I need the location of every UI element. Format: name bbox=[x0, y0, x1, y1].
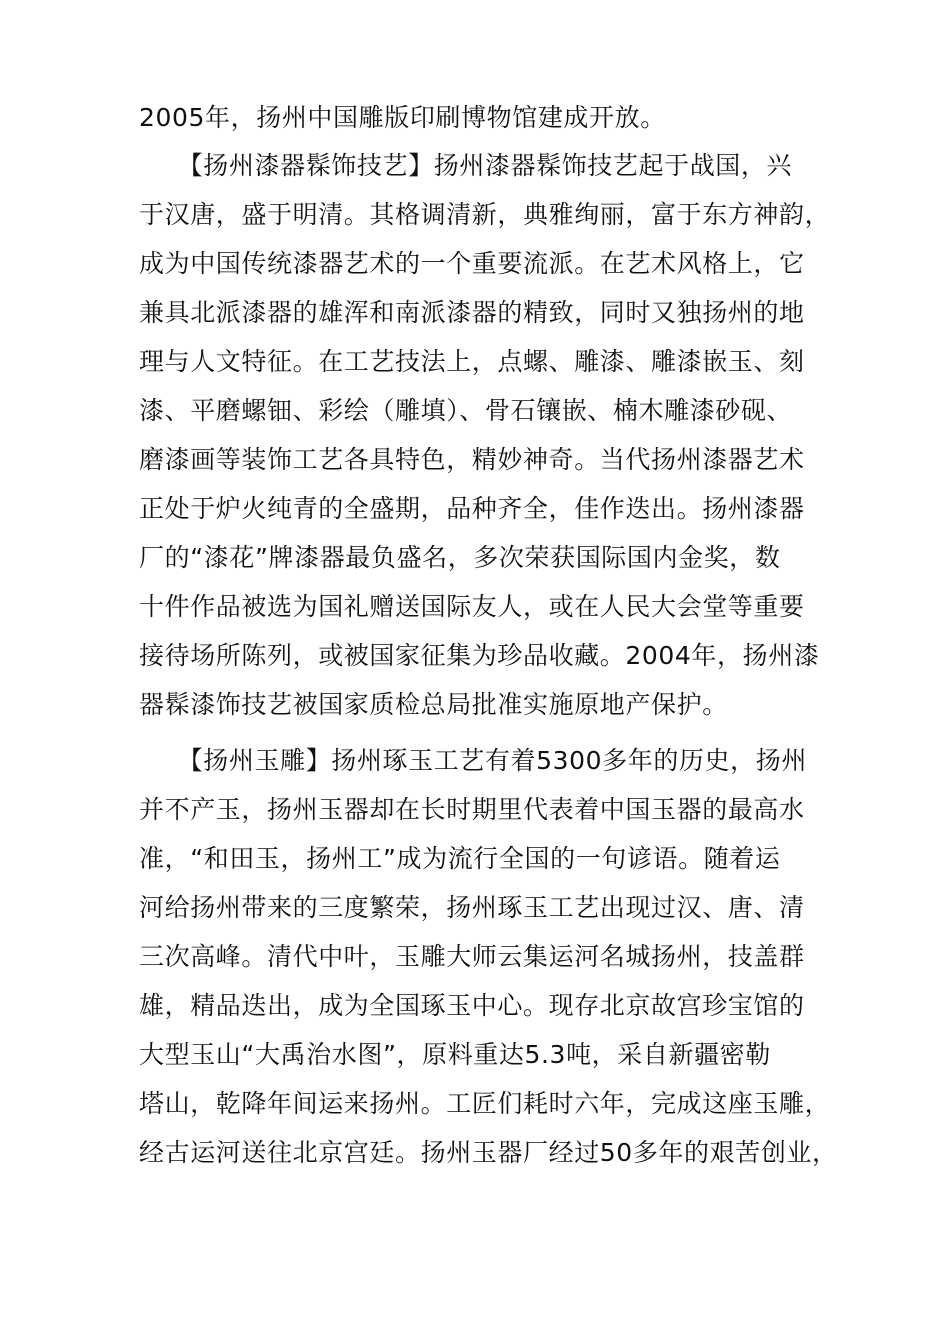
text-line: 2005年，扬州中国雕版印刷博物馆建成开放。 bbox=[139, 103, 666, 132]
text-line: 雄，精品迭出，成为全国琢玉中心。现存北京故宫珍宝馆的 bbox=[139, 991, 805, 1020]
text-line: 经古运河送往北京宫廷。扬州玉器厂经过50多年的艰苦创业， bbox=[139, 1138, 838, 1167]
text-line: 河给扬州带来的三度繁荣，扬州琢玉工艺出现过汉、唐、清 bbox=[139, 893, 805, 922]
text-line: 于汉唐，盛于明清。其格调清新，典雅绚丽，富于东方神韵， bbox=[139, 200, 831, 229]
text-line: 兼具北派漆器的雄浑和南派漆器的精致，同时又独扬州的地 bbox=[139, 298, 805, 327]
text-line: 三次高峰。清代中叶，玉雕大师云集运河名城扬州，技盖群 bbox=[139, 942, 805, 971]
text-line: 接待场所陈列，或被国家征集为珍品收藏。2004年，扬州漆 bbox=[139, 641, 820, 670]
text-line: 理与人文特征。在工艺技法上，点螺、雕漆、雕漆嵌玉、刻 bbox=[139, 347, 805, 376]
text-line: 塔山，乾降年间运来扬州。工匠们耗时六年，完成这座玉雕， bbox=[139, 1089, 831, 1118]
text-line: 十件作品被选为国礼赠送国际友人，或在人民大会堂等重要 bbox=[139, 592, 805, 621]
text-line: 厂的“漆花”牌漆器最负盛名，多次荣获国际国内金奖，数 bbox=[139, 543, 781, 572]
text-line: 并不产玉，扬州玉器却在长时期里代表着中国玉器的最高水 bbox=[139, 795, 805, 824]
text-line: 成为中国传统漆器艺术的一个重要流派。在艺术风格上，它 bbox=[139, 249, 805, 278]
text-line: 磨漆画等装饰工艺各具特色，精妙神奇。当代扬州漆器艺术 bbox=[139, 445, 805, 474]
text-line: 大型玉山“大禹治水图”，原料重达5.3吨，采自新疆密勒 bbox=[139, 1040, 771, 1069]
text-line: 【扬州漆器髹饰技艺】扬州漆器髹饰技艺起于战国，兴 bbox=[139, 151, 793, 180]
text-line: 准，“和田玉，扬州工”成为流行全国的一句谚语。随着运 bbox=[139, 844, 781, 873]
text-line: 正处于炉火纯青的全盛期，品种齐全，佳作迭出。扬州漆器 bbox=[139, 494, 805, 523]
text-line: 器髹漆饰技艺被国家质检总局批准实施原地产保护。 bbox=[139, 690, 728, 719]
text-line: 漆、平磨螺钿、彩绘（雕填）、骨石镶嵌、楠木雕漆砂砚、 bbox=[139, 396, 793, 425]
text-line: 【扬州玉雕】扬州琢玉工艺有着5300多年的历史，扬州 bbox=[139, 746, 807, 775]
